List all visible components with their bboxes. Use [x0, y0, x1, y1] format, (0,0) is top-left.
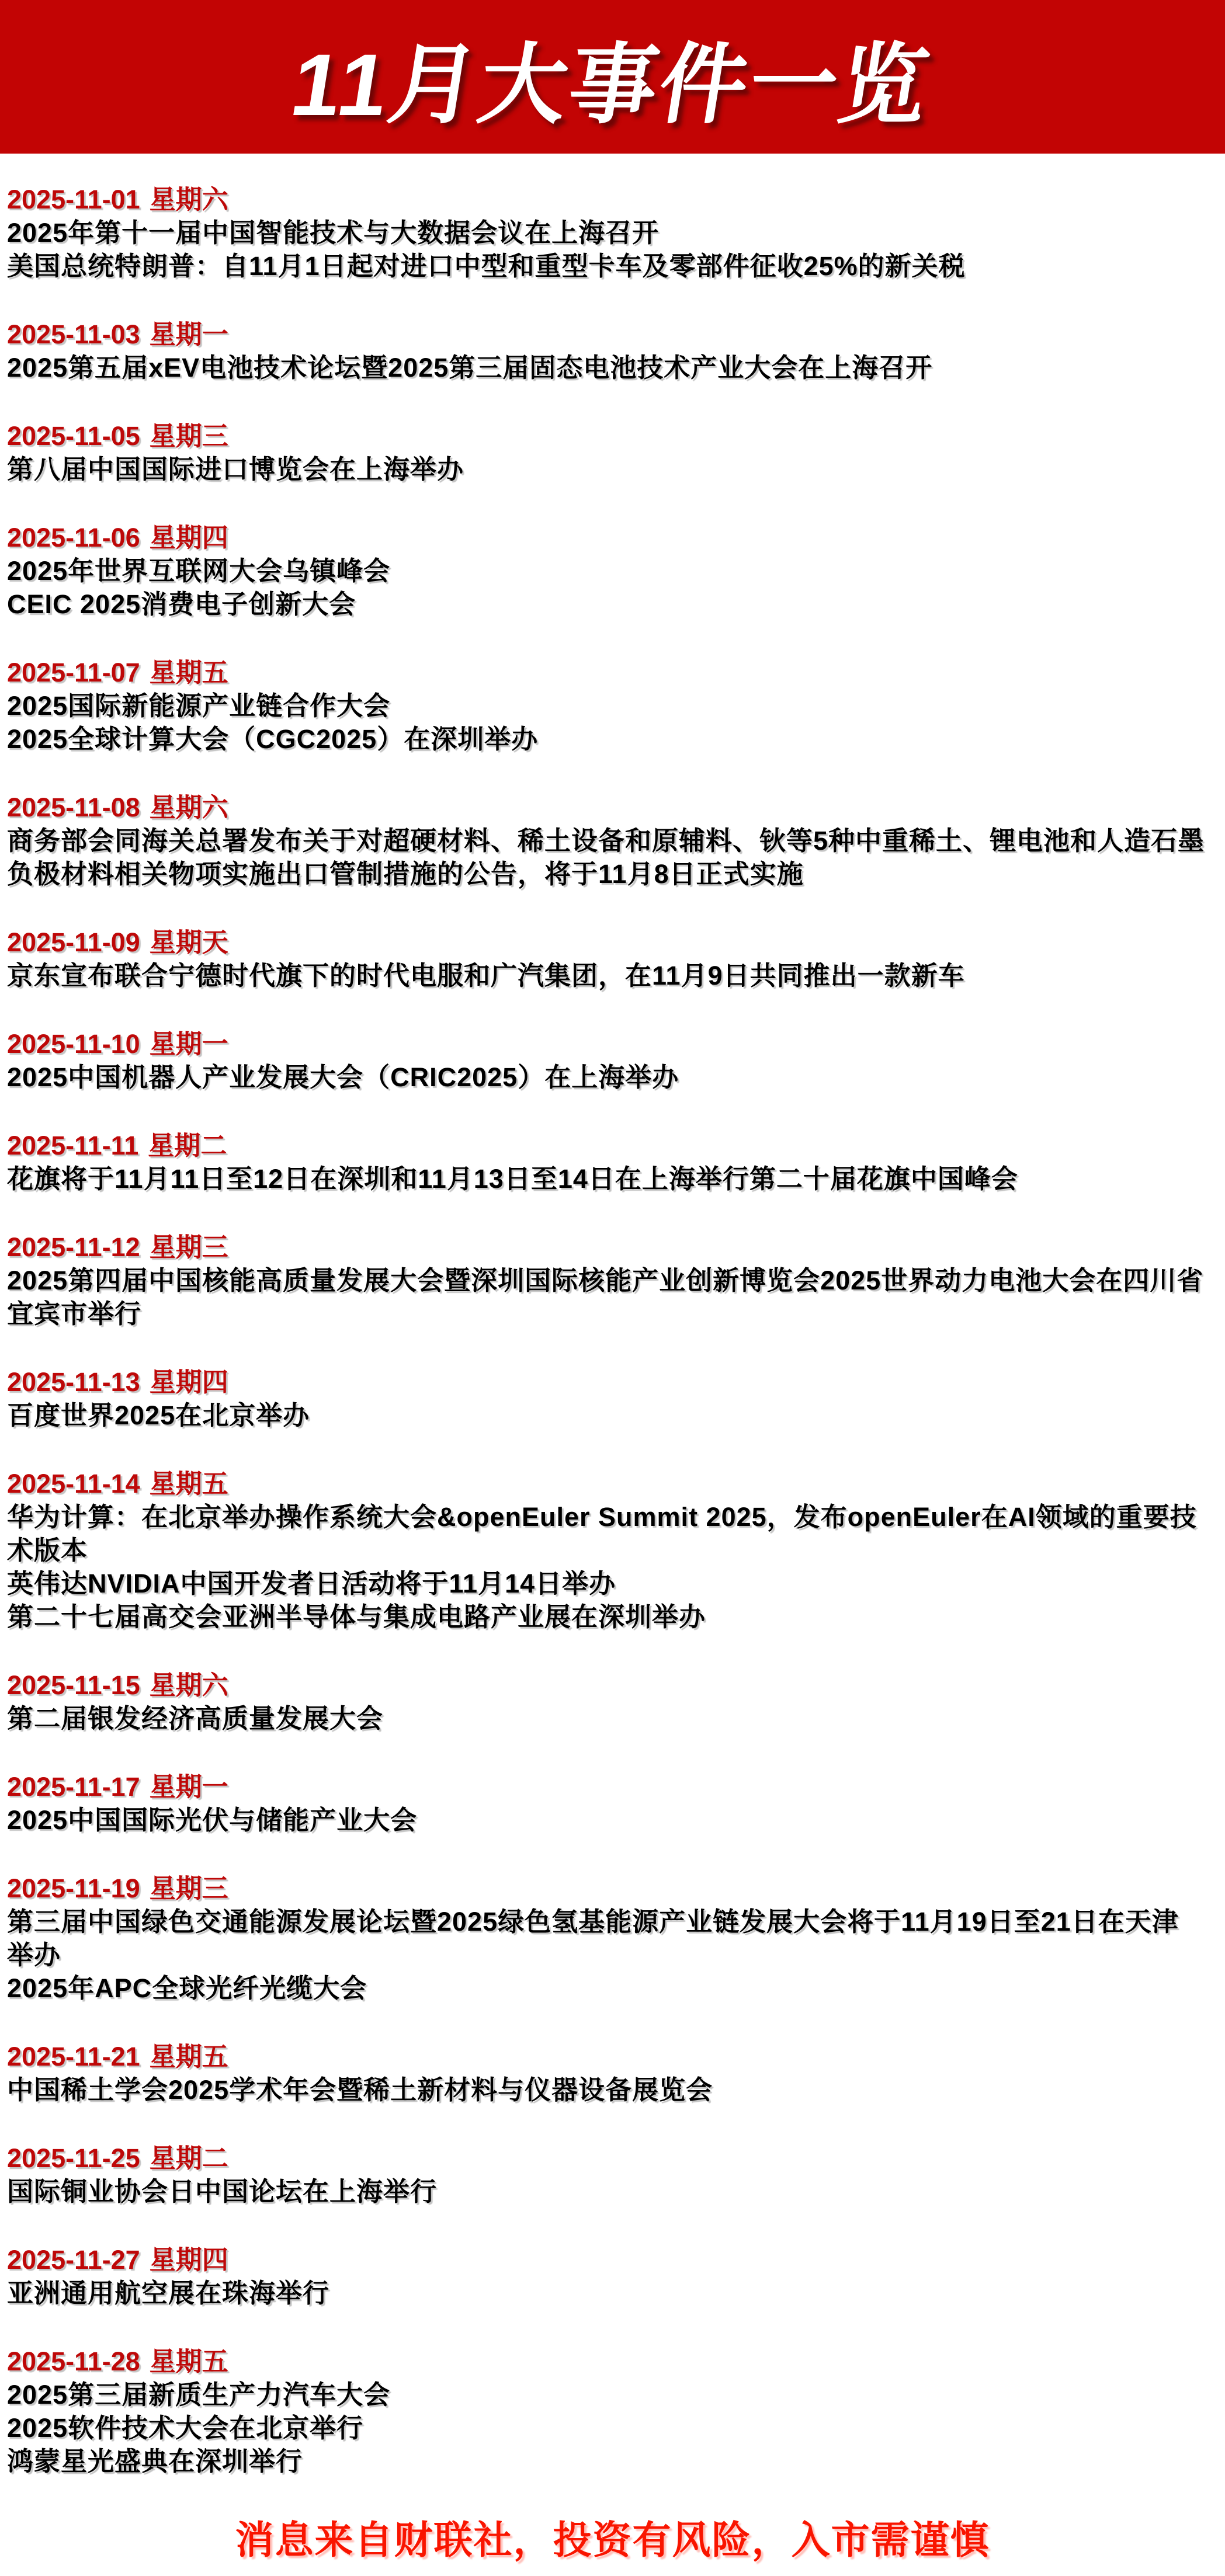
date-heading [7, 1467, 1205, 1500]
event-line: 2025国际新能源产业链合作大会 [7, 691, 391, 721]
event-line: 2025第五届xEV电池技术论坛暨2025第三届固态电池技术产业大会在上海召开 [7, 353, 933, 383]
event-section [7, 1872, 1205, 2005]
event-section [7, 1668, 1205, 1735]
event-section [7, 791, 1205, 891]
weekday-text: 星期一 [149, 1772, 228, 1802]
event-line: 2025全球计算大会（CGC2025）在深圳举办 [7, 724, 539, 754]
date-heading [7, 1230, 1205, 1264]
event-section [7, 1365, 1205, 1432]
event-line: 京东宣布联合宁德时代旗下的时代电服和广汽集团，在11月9日共同推出一款新车 [7, 961, 965, 990]
event-section [7, 2040, 1205, 2106]
date-text: 2025-11-09 [7, 927, 140, 957]
event-section [7, 656, 1205, 756]
event-line: 第二十七届高交会亚洲半导体与集成电路产业展在深圳举办 [7, 1602, 706, 1632]
date-heading [7, 2243, 1205, 2276]
event-line: 华为计算：在北京举办操作系统大会&openEuler Summit 2025，发布openEuler在AI领域的重要技术版本 [7, 1502, 1197, 1565]
title-banner [0, 0, 1225, 154]
date-heading [7, 521, 1205, 554]
date-heading [7, 1027, 1205, 1061]
date-heading [7, 2345, 1205, 2378]
event-line: 英伟达NVIDIA中国开发者日活动将于11月14日举办 [7, 1569, 616, 1598]
weekday-text: 星期四 [149, 523, 228, 552]
event-section [7, 2142, 1205, 2208]
weekday-text: 星期一 [149, 319, 228, 349]
event-line: 商务部会同海关总署发布关于对超硬材料、稀土设备和原辅料、钬等5种中重稀土、锂电池和人造石墨负极材料相关物项实施出口管制措施的公告，将于11月8日正式实施 [7, 826, 1205, 889]
date-text: 2025-11-12 [7, 1232, 140, 1262]
event-section [7, 1027, 1205, 1094]
event-section [7, 1467, 1205, 1633]
event-list [0, 154, 1225, 2478]
weekday-text: 星期五 [149, 1469, 228, 1499]
weekday-text: 星期三 [149, 1232, 228, 1262]
weekday-text: 星期三 [149, 421, 228, 451]
event-line: 2025第三届新质生产力汽车大会 [7, 2380, 391, 2410]
event-line: 2025中国机器人产业发展大会（CRIC2025）在上海举办 [7, 1062, 679, 1092]
event-section [7, 926, 1205, 992]
date-text: 2025-11-28 [7, 2346, 140, 2376]
date-text: 2025-11-27 [7, 2245, 140, 2275]
date-text: 2025-11-03 [7, 319, 140, 349]
weekday-text: 星期三 [149, 1873, 228, 1903]
weekday-text: 星期六 [149, 1670, 228, 1700]
date-text: 2025-11-13 [7, 1367, 140, 1397]
date-text: 2025-11-10 [7, 1029, 140, 1059]
weekday-text: 星期四 [149, 1367, 228, 1397]
date-text: 2025-11-25 [7, 2143, 140, 2173]
event-line: CEIC 2025消费电子创新大会 [7, 589, 356, 619]
date-text: 2025-11-07 [7, 658, 140, 687]
event-line: 2025年世界互联网大会乌镇峰会 [7, 556, 391, 586]
weekday-text: 星期四 [149, 2245, 228, 2275]
weekday-text: 星期五 [149, 2042, 228, 2071]
event-line: 第三届中国绿色交通能源发展论坛暨2025绿色氢基能源产业链发展大会将于11月19日至21日在天津举办 [7, 1907, 1179, 1970]
date-text: 2025-11-19 [7, 1873, 140, 1903]
event-line: 第八届中国国际进口博览会在上海举办 [7, 454, 464, 484]
date-heading [7, 791, 1205, 824]
event-line: 鸿蒙星光盛典在深圳举行 [7, 2446, 303, 2476]
date-text: 2025-11-14 [7, 1469, 140, 1499]
event-line: 亚洲通用航空展在珠海举行 [7, 2278, 330, 2308]
event-line: 中国稀土学会2025学术年会暨稀土新材料与仪器设备展览会 [7, 2075, 713, 2105]
event-section [7, 1129, 1205, 1195]
event-section [7, 2243, 1205, 2310]
date-text: 2025-11-01 [7, 185, 140, 214]
date-heading [7, 926, 1205, 959]
date-heading [7, 2040, 1205, 2073]
event-line: 美国总统特朗普：自11月1日起对进口中型和重型卡车及零部件征收25%的新关税 [7, 251, 966, 281]
date-heading [7, 419, 1205, 453]
weekday-text: 星期一 [149, 1029, 228, 1059]
event-line: 花旗将于11月11日至12日在深圳和11月13日至14日在上海举行第二十届花旗中国峰会 [7, 1164, 1018, 1194]
date-heading [7, 318, 1205, 351]
date-text: 2025-11-21 [7, 2042, 140, 2071]
event-line: 2025年APC全球光纤光缆大会 [7, 1973, 367, 2003]
event-section [7, 521, 1205, 621]
disclaimer-text: 消息来自财联社，投资有风险，入市需谨慎 [235, 2518, 990, 2561]
weekday-text: 星期六 [149, 792, 228, 822]
date-text: 2025-11-08 [7, 792, 140, 822]
page-title: 11月大事件一览 [284, 35, 938, 134]
date-text: 2025-11-06 [7, 523, 140, 552]
date-heading [7, 1668, 1205, 1702]
date-text: 2025-11-17 [7, 1772, 140, 1802]
event-line: 第二届银发经济高质量发展大会 [7, 1704, 384, 1733]
date-heading [7, 1872, 1205, 1905]
event-section [7, 1230, 1205, 1330]
event-line: 2025中国国际光伏与储能产业大会 [7, 1805, 418, 1835]
event-line: 国际铜业协会日中国论坛在上海举行 [7, 2177, 438, 2206]
event-line: 百度世界2025在北京举办 [7, 1400, 310, 1430]
date-heading [7, 2142, 1205, 2175]
date-heading [7, 1129, 1205, 1162]
event-line: 2025第四届中国核能高质量发展大会暨深圳国际核能产业创新博览会2025世界动力电池大会在四川省宜宾市举行 [7, 1266, 1204, 1329]
weekday-text: 星期二 [149, 2143, 228, 2173]
date-heading [7, 656, 1205, 689]
event-section [7, 1770, 1205, 1837]
weekday-text: 星期六 [149, 185, 228, 214]
date-heading [7, 1365, 1205, 1399]
weekday-text: 星期二 [148, 1131, 227, 1160]
event-line: 2025软件技术大会在北京举行 [7, 2413, 364, 2443]
event-section [7, 419, 1205, 486]
weekday-text: 星期天 [149, 927, 228, 957]
weekday-text: 星期五 [149, 2346, 228, 2376]
date-text: 2025-11-15 [7, 1670, 140, 1700]
weekday-text: 星期五 [149, 658, 228, 687]
event-section [7, 318, 1205, 384]
date-text: 2025-11-05 [7, 421, 140, 451]
date-text: 2025-11-11 [7, 1131, 139, 1160]
date-heading [7, 1770, 1205, 1803]
date-heading [7, 183, 1205, 216]
event-section [7, 183, 1205, 283]
event-line: 2025年第十一届中国智能技术与大数据会议在上海召开 [7, 218, 660, 248]
event-section [7, 2345, 1205, 2478]
